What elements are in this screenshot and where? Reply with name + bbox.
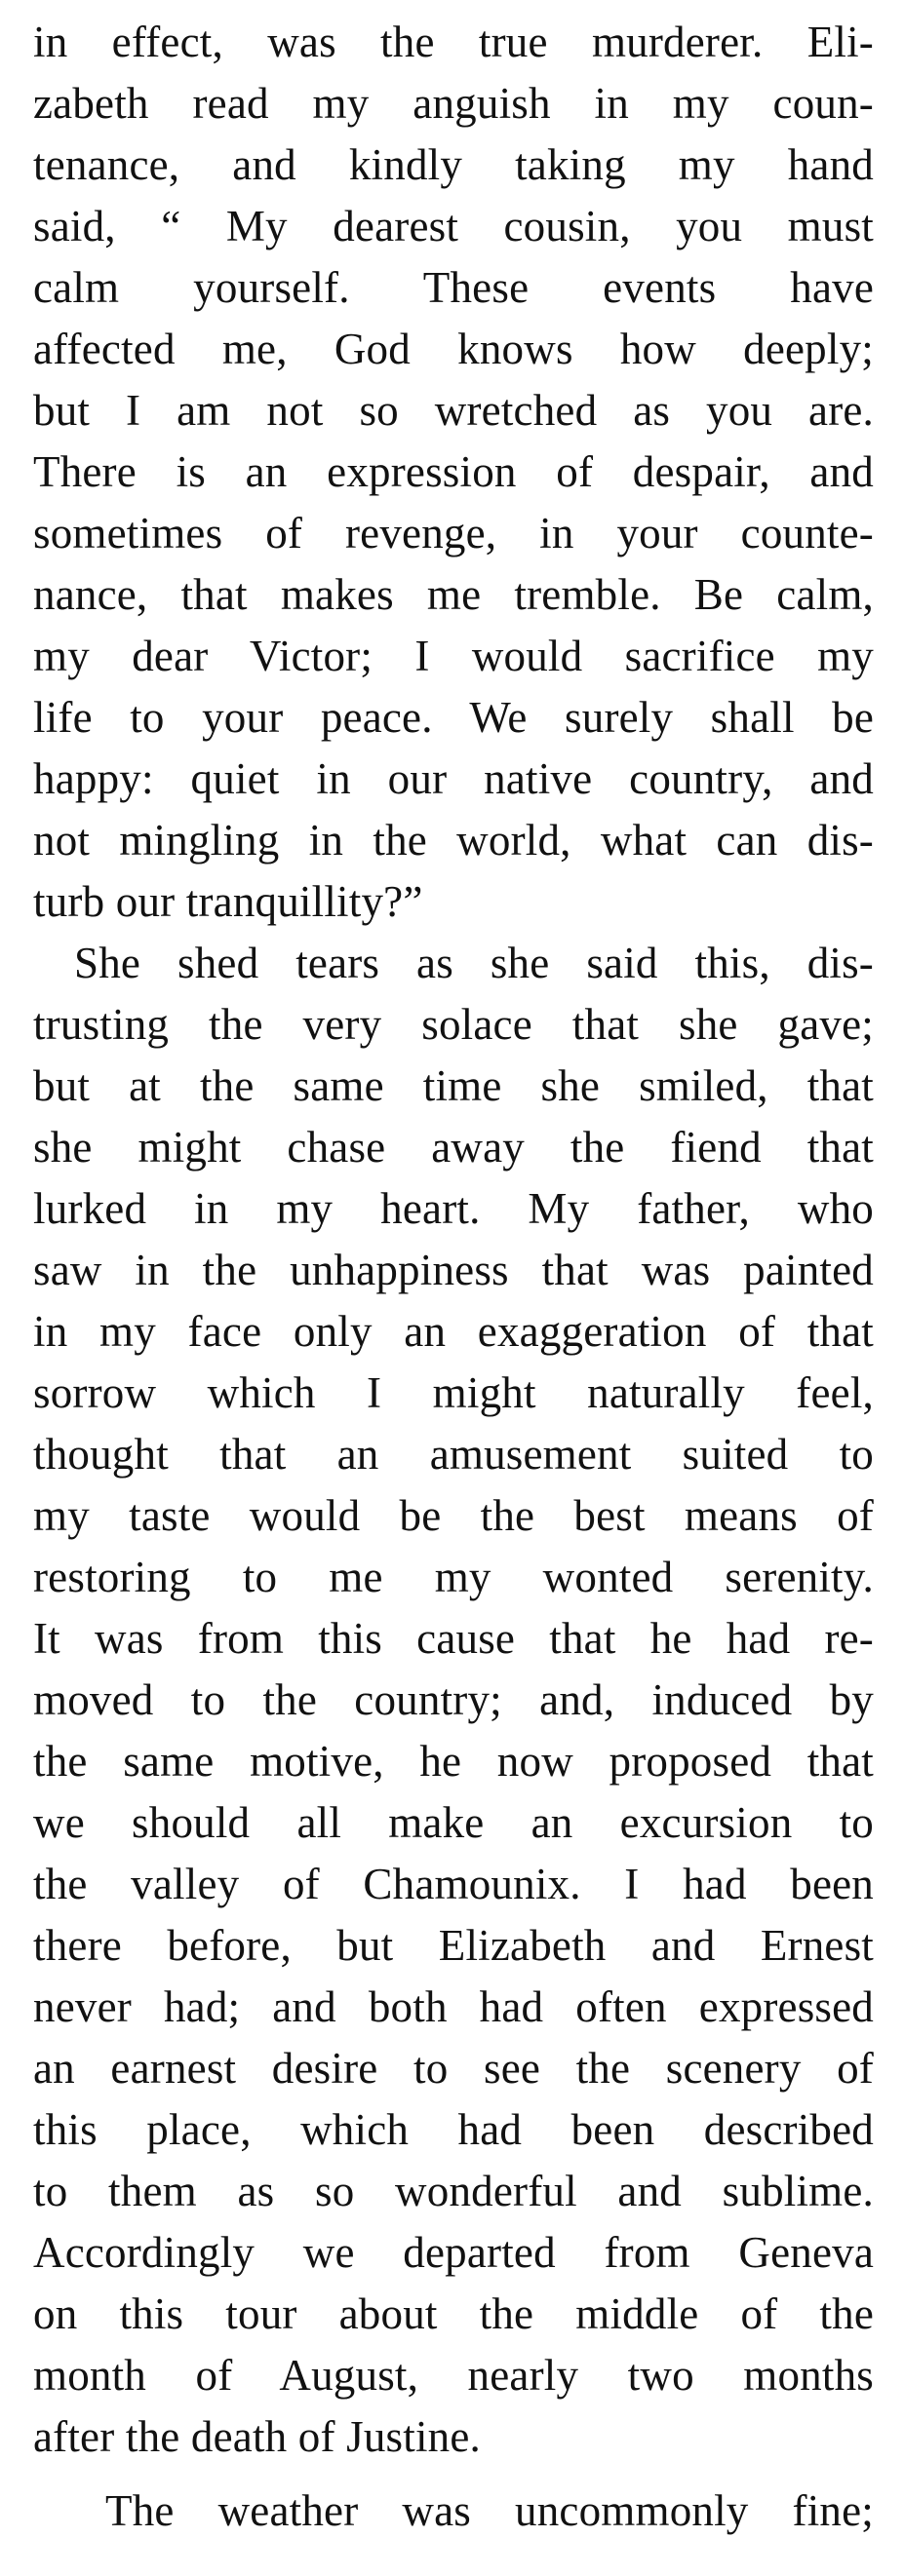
text-line: saw in the unhappiness that was painted	[33, 1246, 874, 1294]
text-line: It was from this cause that he had re-	[33, 1614, 874, 1663]
text-line: in my face only an exaggeration of that	[33, 1307, 874, 1356]
text-line: sorrow which I might naturally feel,	[33, 1368, 874, 1417]
text-line: not mingling in the world, what can dis-	[33, 816, 874, 865]
text-line: this place, which had been described	[33, 2105, 874, 2154]
text-line: Accordingly we departed from Geneva	[33, 2228, 874, 2277]
text-line: she might chase away the fiend that	[33, 1123, 874, 1172]
text-line: turb our tranquillity?”	[33, 877, 423, 926]
text-line: tenance, and kindly taking my hand	[33, 140, 874, 189]
text-line: my taste would be the best means of	[33, 1491, 874, 1540]
text-line: affected me, God knows how deeply;	[33, 325, 874, 373]
text-line: the valley of Chamounix. I had been	[33, 1860, 874, 1908]
text-line: thought that an amusement suited to	[33, 1430, 874, 1479]
text-line: on this tour about the middle of the	[33, 2289, 874, 2338]
text-line: in effect, was the true murderer. Eli-	[33, 18, 874, 66]
text-line: to them as so wonderful and sublime.	[33, 2167, 874, 2215]
text-line: restoring to me my wonted serenity.	[33, 1553, 874, 1601]
text-line: there before, but Elizabeth and Ernest	[33, 1921, 874, 1970]
text-line: sometimes of revenge, in your counte-	[33, 509, 874, 557]
text-line: never had; and both had often expressed	[33, 1982, 874, 2031]
text-line: trusting the very solace that she gave;	[33, 1000, 874, 1049]
text-line: nance, that makes me tremble. Be calm,	[33, 570, 874, 619]
text-line: but at the same time she smiled, that	[33, 1061, 874, 1110]
text-line: my dear Victor; I would sacrifice my	[33, 632, 874, 680]
text-line: calm yourself. These events have	[33, 263, 874, 312]
text-line: an earnest desire to see the scenery of	[33, 2044, 874, 2093]
text-line: month of August, nearly two months	[33, 2351, 874, 2400]
text-line: but I am not so wretched as you are.	[33, 386, 874, 435]
text-line: life to your peace. We surely shall be	[33, 693, 874, 742]
text-line: lurked in my heart. My father, who	[33, 1184, 874, 1233]
text-line: moved to the country; and, induced by	[33, 1675, 874, 1724]
paragraph-first-line: She shed tears as she said this, dis-	[74, 939, 874, 987]
text-line: the same motive, he now proposed that	[33, 1737, 874, 1786]
text-line: said, “ My dearest cousin, you must	[33, 202, 874, 250]
text-line: after the death of Justine.	[33, 2412, 481, 2461]
text-line: There is an expression of despair, and	[33, 447, 874, 496]
text-line: zabeth read my anguish in my coun-	[33, 79, 874, 128]
paragraph-first-line: The weather was uncommonly fine;	[105, 2486, 874, 2535]
text-line: we should all make an excursion to	[33, 1798, 874, 1847]
text-line: happy: quiet in our native country, and	[33, 754, 874, 803]
